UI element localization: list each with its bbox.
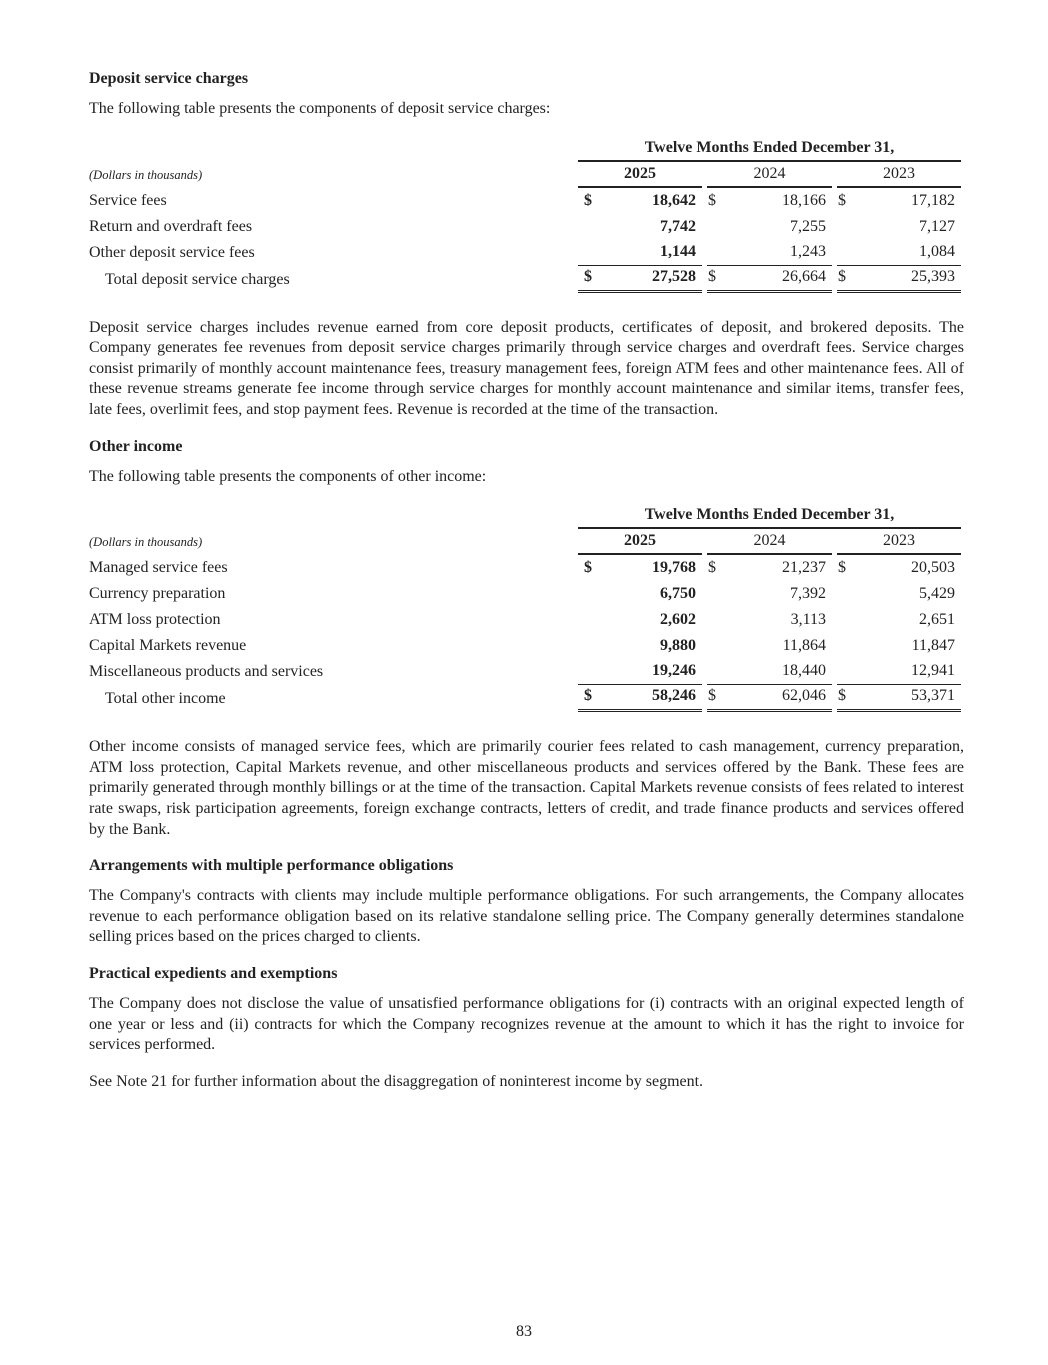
year-header-row	[89, 162, 964, 188]
row-label: ATM loss protection	[89, 611, 221, 629]
cell-value: 19,246	[652, 662, 696, 680]
year-header: 2023	[837, 530, 961, 555]
table-row	[89, 607, 964, 633]
table-row	[89, 240, 964, 266]
dollar-sign: $	[584, 687, 592, 705]
dollar-sign	[837, 583, 838, 605]
cell-value: 25,393	[911, 267, 955, 285]
cell-value: 5,429	[919, 585, 955, 603]
cell-value: 7,392	[790, 585, 826, 603]
value-cell	[707, 635, 832, 659]
dollar-sign: $	[708, 191, 716, 209]
dollar-sign	[583, 216, 584, 238]
period-header: Twelve Months Ended December 31,	[578, 137, 961, 162]
value-cell	[707, 609, 832, 633]
dollar-sign: $	[584, 191, 592, 209]
units-label: (Dollars in thousands)	[89, 167, 203, 182]
period-header-row	[89, 503, 964, 529]
row-label: Service fees	[89, 191, 167, 209]
value-cell	[578, 635, 702, 659]
dollar-sign	[583, 241, 584, 263]
value-cell	[578, 609, 702, 633]
other-income-paragraph: Other income consists of managed service fees, which are primarily courier fees related to cash management, currency preparation, ATM loss protection, Capital Markets revenue, and other miscellaneous products and services offered by the Bank. These fees are primarily generated through monthly billings or at the time of the transaction. Capital Markets revenue consists of fees related to interest rate swaps, risk participation agreements, foreign exchange contracts, letters of credit, and trade finance products and services offered by the Bank.	[89, 738, 964, 838]
value-cell	[837, 557, 961, 581]
value-cell	[707, 241, 832, 266]
value-cell	[578, 557, 702, 581]
row-label: Return and overdraft fees	[89, 217, 253, 235]
row-label: Currency preparation	[89, 585, 226, 603]
value-cell	[837, 216, 961, 240]
table-row	[89, 659, 964, 685]
cell-value: 26,664	[782, 267, 826, 285]
cell-value: 17,182	[911, 191, 955, 209]
table-row	[89, 633, 964, 659]
value-cell	[837, 685, 961, 712]
dollar-sign	[837, 241, 838, 263]
cell-value: 7,255	[790, 217, 826, 235]
value-cell	[707, 685, 832, 712]
cell-value: 6,750	[660, 585, 696, 603]
period-header-row	[89, 136, 964, 162]
year-header: 2025	[578, 163, 702, 188]
value-cell	[837, 583, 961, 607]
dollar-sign	[837, 609, 838, 631]
year-header: 2025	[578, 530, 702, 555]
row-label: Miscellaneous products and services	[89, 663, 324, 681]
value-cell	[578, 190, 702, 214]
dollar-sign	[837, 660, 838, 682]
page-number: 83	[516, 1323, 532, 1340]
dollar-sign	[707, 660, 708, 682]
value-cell	[578, 266, 702, 293]
dollar-sign	[583, 660, 584, 682]
dollar-sign	[583, 609, 584, 631]
value-cell	[707, 216, 832, 240]
dollar-sign: $	[708, 559, 716, 577]
deposit-service-charges-table	[89, 136, 964, 292]
dollar-sign	[837, 216, 838, 238]
row-label: Total other income	[105, 690, 226, 708]
dollar-sign	[583, 635, 584, 657]
cell-value: 2,651	[919, 611, 955, 629]
row-label: Capital Markets revenue	[89, 637, 247, 655]
cell-value: 19,768	[652, 559, 696, 577]
cell-value: 2,602	[660, 611, 696, 629]
year-header: 2024	[707, 530, 832, 555]
dollar-sign: $	[838, 559, 846, 577]
value-cell	[707, 266, 832, 293]
year-header-row	[89, 529, 964, 555]
dollar-sign: $	[838, 267, 846, 285]
cell-value: 58,246	[652, 687, 696, 705]
year-header: 2024	[707, 163, 832, 188]
cell-value: 62,046	[782, 687, 826, 705]
table-row	[89, 188, 964, 214]
value-cell	[837, 190, 961, 214]
value-cell	[707, 660, 832, 685]
cell-value: 53,371	[911, 687, 955, 705]
value-cell	[837, 266, 961, 293]
row-label: Managed service fees	[89, 559, 228, 577]
dollar-sign: $	[584, 559, 592, 577]
units-label: (Dollars in thousands)	[89, 535, 203, 550]
dollar-sign: $	[708, 267, 716, 285]
other-income-table	[89, 503, 964, 711]
dollar-sign	[707, 635, 708, 657]
value-cell	[578, 583, 702, 607]
value-cell	[837, 609, 961, 633]
dollar-sign	[707, 609, 708, 631]
deposit-paragraph: Deposit service charges includes revenue earned from core deposit products, certificates of deposit, and brokered deposits. The Company generates fee revenues from deposit service charges primarily through service charges and overdraft fees. Service charges consist primarily of monthly account maintenance fees, treasury management fees, foreign ATM fees and other maintenance fees. All of these revenue streams generate fee income through service charges for monthly account maintenance and similar items, transfer fees, late fees, overlimit fees, and stop payment fees. Revenue is recorded at the time of the transaction.	[89, 318, 964, 418]
arrangements-paragraph: The Company's contracts with clients may include multiple performance obligations. For such arrangements, the Company allocates revenue to each performance obligation based on its relative standalone selling price. The Company generally determines standalone selling prices based on the prices charged to clients.	[89, 887, 964, 946]
section-heading-other-income: Other income	[89, 437, 183, 455]
value-cell	[707, 583, 832, 607]
cell-value: 18,642	[652, 191, 696, 209]
document-page	[89, 68, 964, 1092]
section-heading-deposit-service-charges: Deposit service charges	[89, 70, 249, 87]
dollar-sign: $	[584, 267, 592, 285]
cell-value: 21,237	[782, 559, 826, 577]
cell-value: 11,847	[911, 637, 955, 655]
cell-value: 20,503	[911, 559, 955, 577]
dollar-sign	[707, 216, 708, 238]
value-cell	[707, 557, 832, 581]
value-cell	[578, 241, 702, 266]
value-cell	[578, 660, 702, 685]
cell-value: 1,084	[919, 242, 955, 260]
cell-value: 7,127	[919, 217, 955, 235]
section-heading-practical-expedients: Practical expedients and exemptions	[89, 964, 338, 982]
year-header: 2023	[837, 163, 961, 188]
dollar-sign	[707, 241, 708, 263]
deposit-intro: The following table presents the components of deposit service charges:	[89, 100, 551, 117]
dollar-sign: $	[838, 687, 846, 705]
cell-value: 3,113	[790, 611, 826, 629]
row-label: Other deposit service fees	[89, 243, 255, 261]
table-row	[89, 685, 964, 711]
table-row	[89, 266, 964, 292]
dollar-sign	[837, 635, 838, 657]
dollar-sign: $	[838, 191, 846, 209]
dollar-sign	[583, 583, 584, 605]
value-cell	[707, 190, 832, 214]
row-label: Total deposit service charges	[105, 270, 290, 288]
other-income-intro: The following table presents the components of other income:	[89, 467, 487, 485]
table-row	[89, 581, 964, 607]
cell-value: 18,440	[782, 662, 826, 680]
table-row	[89, 555, 964, 581]
dollar-sign	[707, 583, 708, 605]
table-row	[89, 214, 964, 240]
note-reference: See Note 21 for further information about the disaggregation of noninterest income by segment.	[89, 1072, 704, 1090]
cell-value: 1,144	[660, 242, 696, 260]
cell-value: 9,880	[660, 637, 696, 655]
cell-value: 18,166	[782, 191, 826, 209]
value-cell	[578, 216, 702, 240]
dollar-sign: $	[708, 687, 716, 705]
cell-value: 12,941	[911, 662, 955, 680]
cell-value: 11,864	[782, 637, 826, 655]
value-cell	[837, 635, 961, 659]
practical-expedients-paragraph: The Company does not disclose the value of unsatisfied performance obligations for (i) contracts with an original expected length of one year or less and (ii) contracts for which the Company recognizes revenue at the amount to which it has the right to invoice for services performed.	[89, 994, 964, 1054]
period-header: Twelve Months Ended December 31,	[578, 504, 961, 529]
cell-value: 27,528	[652, 267, 696, 285]
value-cell	[837, 241, 961, 266]
cell-value: 7,742	[660, 217, 696, 235]
value-cell	[578, 685, 702, 712]
value-cell	[837, 660, 961, 685]
cell-value: 1,243	[790, 242, 826, 260]
section-heading-arrangements: Arrangements with multiple performance obligations	[89, 857, 454, 875]
